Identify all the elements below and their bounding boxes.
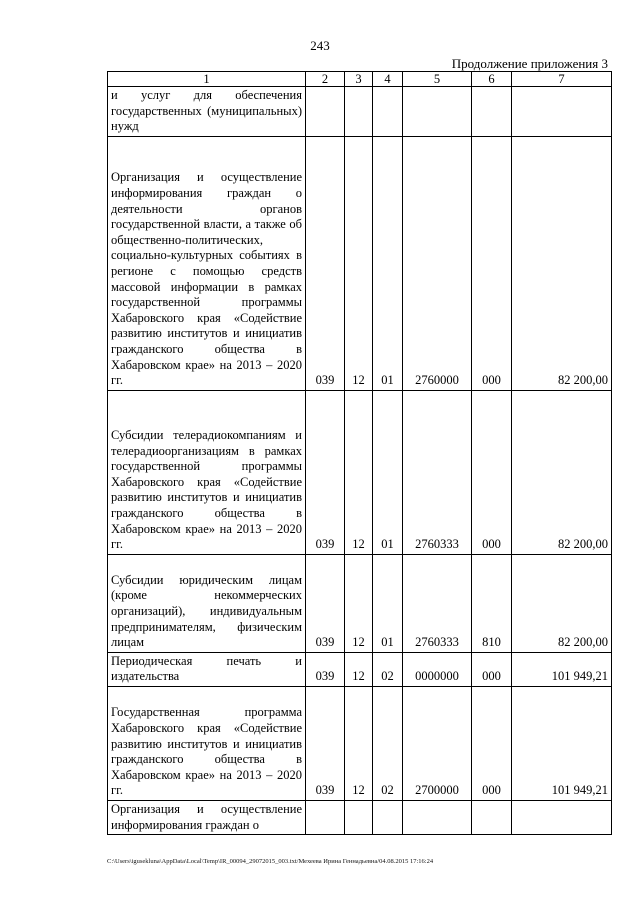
budget-table [107,71,612,835]
table-row [108,136,612,390]
column-header: 4 [373,72,403,87]
cell-amount: 101 949,21 [512,652,612,686]
cell-expense-type: 000 [472,390,512,554]
cell-subsection: 01 [373,390,403,554]
cell-ministry-code: 039 [306,554,345,652]
cell-subsection: 02 [373,686,403,800]
cell-amount [512,87,612,137]
table-row [108,686,612,800]
row-description: Субсидии телерадиокомпаниям и телерадиоорганизациям в рамках государственной программы Хабаровского края «Содействие развитию институтов и инициатив гражданского общества в Хабаровском крае» на 2013 – 2020 гг. [108,390,306,554]
cell-target-code [403,87,472,137]
column-header: 5 [403,72,472,87]
cell-section [345,87,373,137]
column-header: 7 [512,72,612,87]
row-description: и услуг для обеспечения государственных (муниципальных) нужд [108,87,306,137]
column-header: 2 [306,72,345,87]
column-header: 3 [345,72,373,87]
cell-section: 12 [345,554,373,652]
cell-ministry-code: 039 [306,136,345,390]
cell-section [345,800,373,834]
table-row [108,554,612,652]
cell-target-code: 2760333 [403,390,472,554]
cell-section: 12 [345,390,373,554]
cell-ministry-code [306,800,345,834]
cell-target-code: 2700000 [403,686,472,800]
cell-section: 12 [345,652,373,686]
cell-amount: 82 200,00 [512,390,612,554]
table-row [108,87,612,137]
cell-subsection: 01 [373,136,403,390]
cell-expense-type: 000 [472,686,512,800]
cell-expense-type: 000 [472,136,512,390]
table-row [108,800,612,834]
cell-subsection: 01 [373,554,403,652]
table-row [108,390,612,554]
cell-amount: 82 200,00 [512,554,612,652]
row-description: Организация и осуществление информирования граждан о деятельности органов государственной власти, а также об общественно-политических, социально-культурных событиях в регионе с помощью средств массовой информации в рамках государственной программы Хабаровского края «Содействие развитию институтов и инициатив гражданского общества в Хабаровском крае» на 2013 – 2020 гг. [108,136,306,390]
cell-target-code: 0000000 [403,652,472,686]
table-row [108,652,612,686]
row-description: Субсидии юридическим лицам (кроме некоммерческих организаций), индивидуальным предпринимателям, физическим лицам [108,554,306,652]
cell-subsection [373,800,403,834]
cell-expense-type [472,800,512,834]
cell-target-code: 2760000 [403,136,472,390]
cell-ministry-code: 039 [306,652,345,686]
cell-section: 12 [345,136,373,390]
cell-subsection: 02 [373,652,403,686]
cell-ministry-code [306,87,345,137]
page-number: 243 [310,38,330,53]
column-header: 1 [108,72,306,87]
cell-target-code: 2760333 [403,554,472,652]
cell-amount: 101 949,21 [512,686,612,800]
continuation-label: Продолжение приложения 3 [451,56,608,71]
cell-amount [512,800,612,834]
cell-section: 12 [345,686,373,800]
cell-subsection [373,87,403,137]
column-header: 6 [472,72,512,87]
row-description: Периодическая печать и издательства [108,652,306,686]
footer-file-path: C:\Users\igusekluna\AppData\Local\Temp\IR_00094_29072015_003.txt/Мехеева Ирина Геннадьевна/04.08.2015 17:16:24 [107,858,434,865]
cell-expense-type: 810 [472,554,512,652]
cell-expense-type: 000 [472,652,512,686]
cell-target-code [403,800,472,834]
row-description: Государственная программа Хабаровского края «Содействие развитию институтов и инициатив гражданского общества в Хабаровском крае» на 2013 – 2020 гг. [108,686,306,800]
cell-ministry-code: 039 [306,390,345,554]
cell-expense-type [472,87,512,137]
table-header-row [108,72,612,87]
cell-ministry-code: 039 [306,686,345,800]
row-description: Организация и осуществление информирования граждан о [108,800,306,834]
cell-amount: 82 200,00 [512,136,612,390]
